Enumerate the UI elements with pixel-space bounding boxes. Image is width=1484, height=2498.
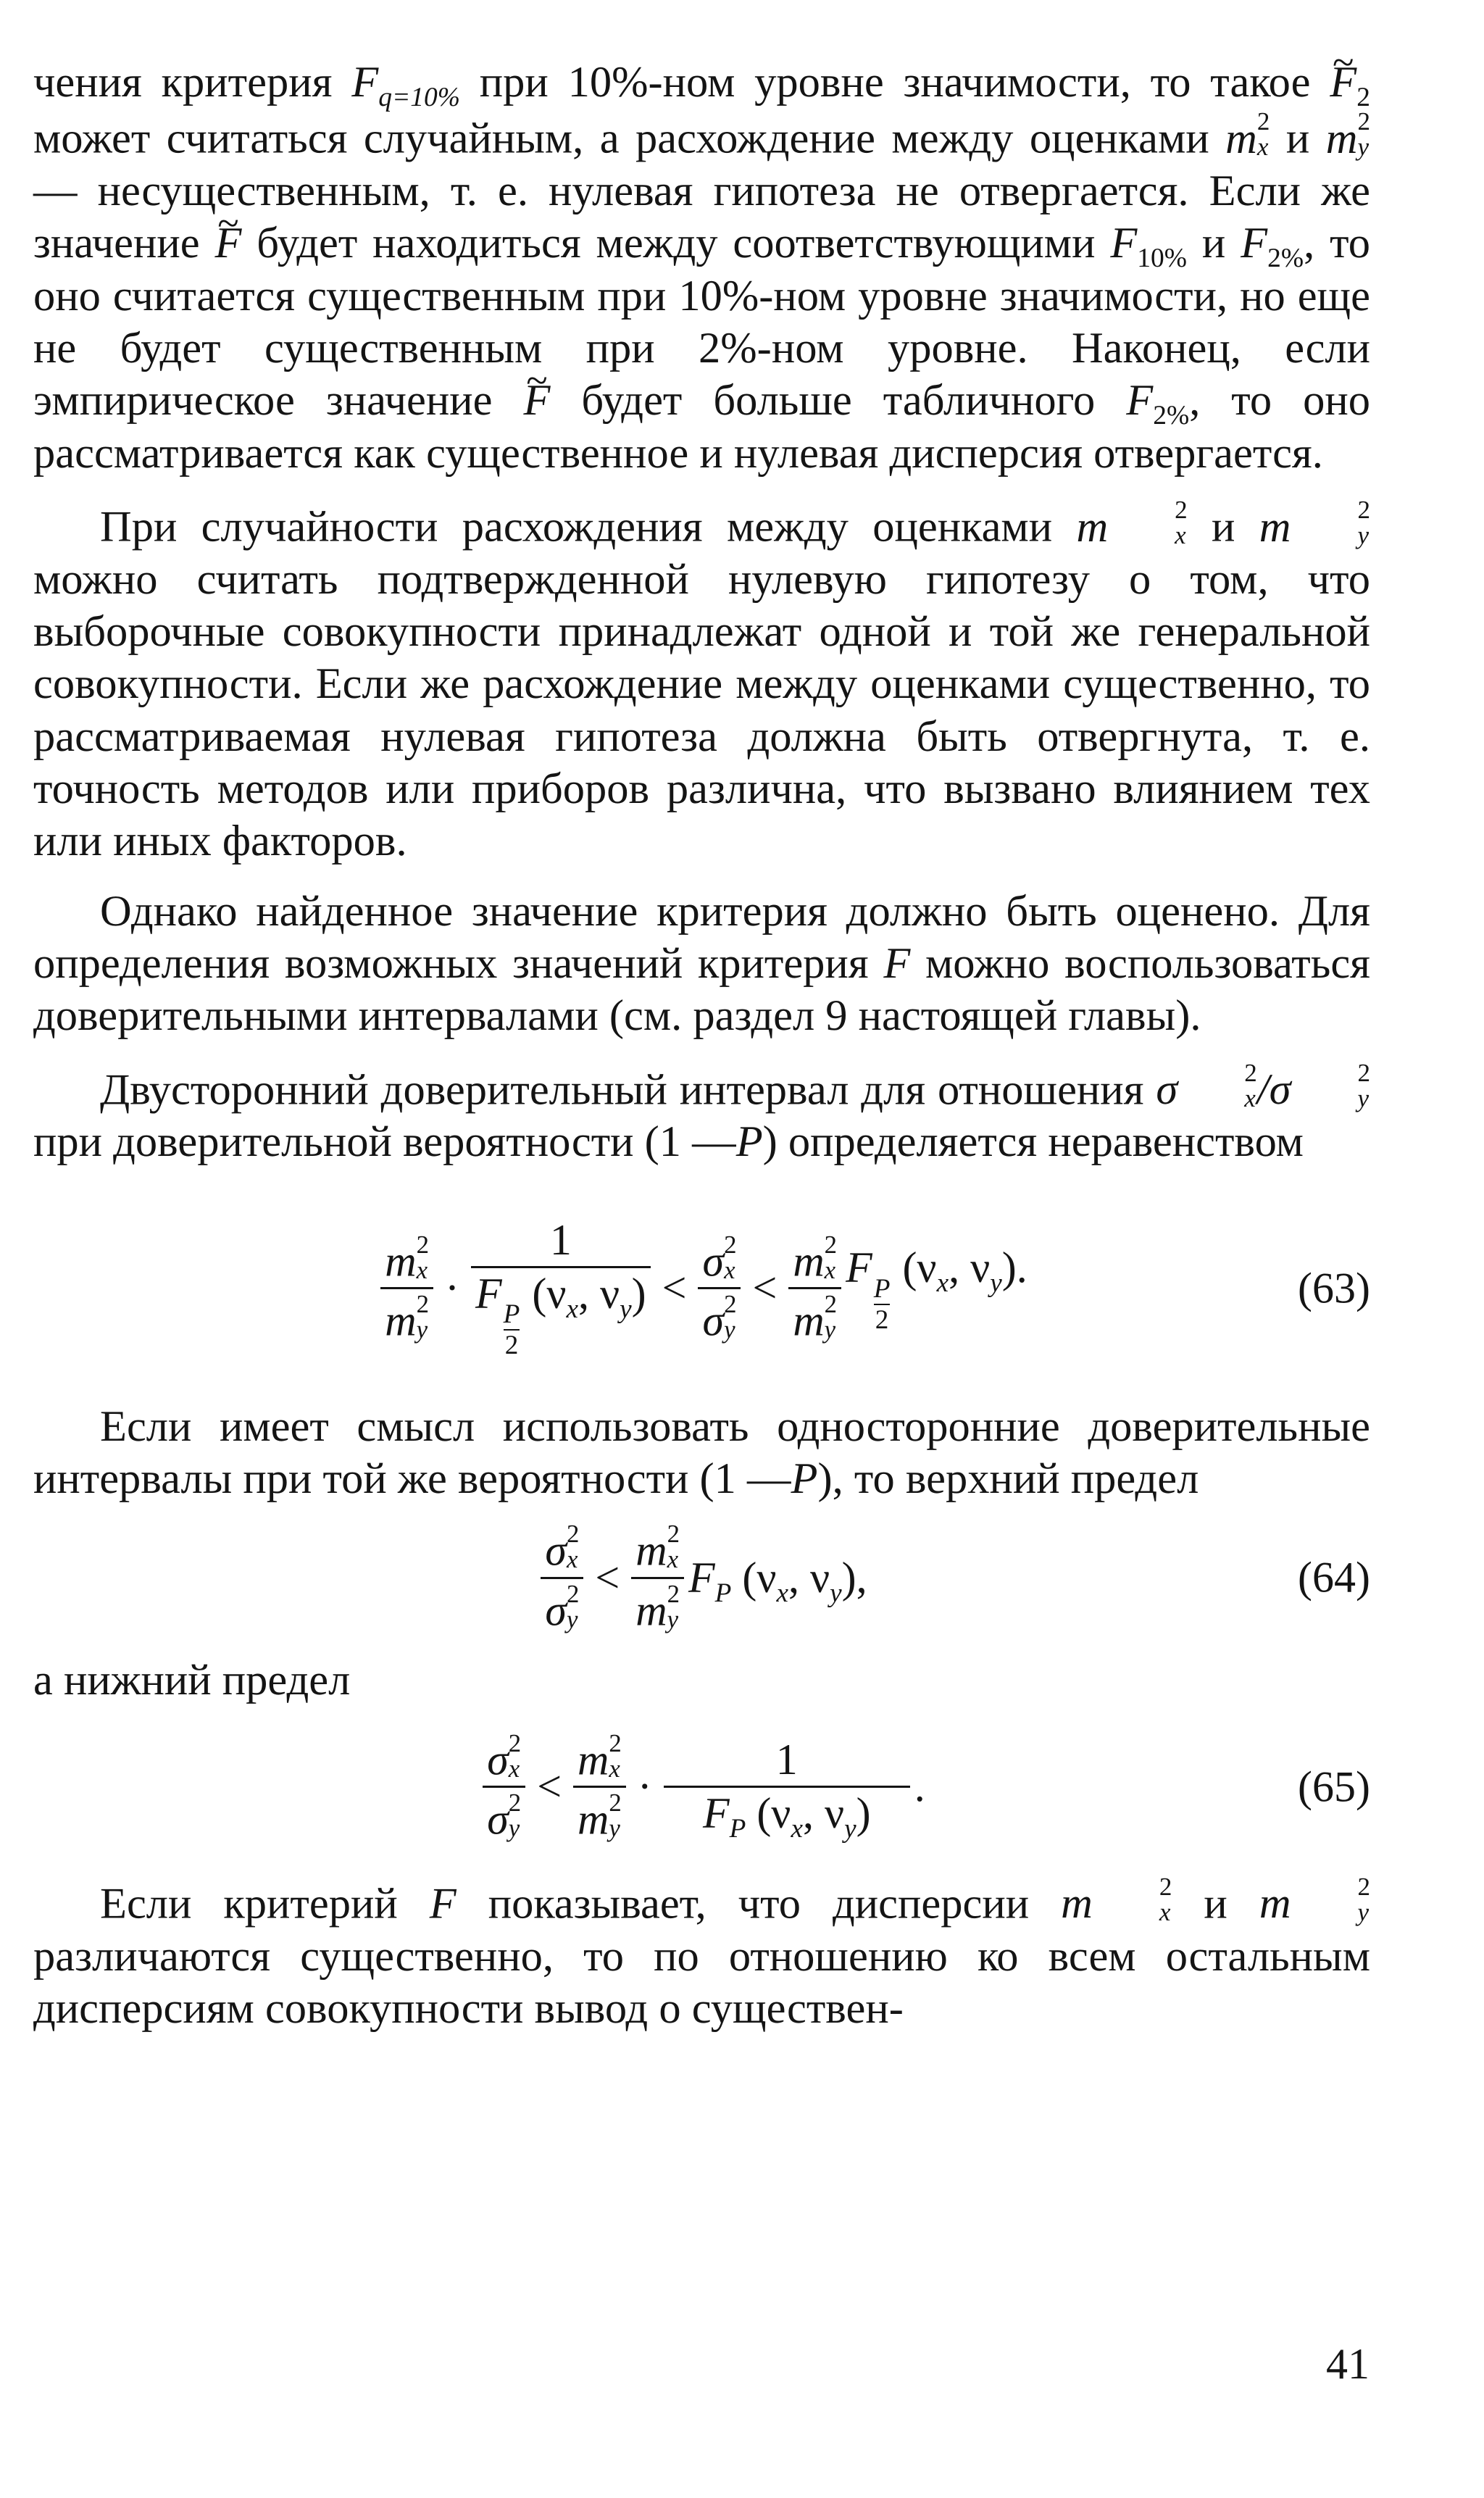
equation-number: (63) <box>1298 1264 1370 1312</box>
text: ) определяется неравенством <box>762 1117 1304 1167</box>
equation-65 <box>33 1715 1370 1860</box>
less-than: < <box>595 1553 620 1602</box>
equation-63 <box>33 1198 1370 1379</box>
symbol-my2: m 2 y <box>1325 107 1370 163</box>
symbol-mx2: m 2 x <box>1076 495 1188 551</box>
text: , то оно считается существенным при 10%-ном уровне значимости, но еще не будет существенным при 2%-ном уровне. Наконец, если эмпирическое значение <box>33 219 1370 425</box>
symbol-f-tilde: ~ F <box>523 375 550 427</box>
text: При случайности расхождения между оценками <box>100 502 1053 551</box>
equation-body <box>33 1715 1370 1860</box>
symbol-mx2: m 2 x <box>1225 107 1270 163</box>
fraction-sigma: σ 2 x σ 2 y <box>483 1731 525 1843</box>
text: ), то верхний предел <box>817 1454 1199 1504</box>
paragraph-1 <box>33 57 1370 480</box>
paragraph-6 <box>33 1654 1370 1707</box>
text: при доверительной вероятности (1 — <box>33 1117 736 1167</box>
text: будет больше табличного <box>581 376 1096 425</box>
symbol-f10: $F_{10\%}$ <box>1110 219 1188 274</box>
less-than: < <box>662 1264 687 1312</box>
fraction-m2x-m2y: m 2 x m 2 y <box>788 1233 841 1344</box>
symbol-f: F <box>883 938 911 988</box>
page-body <box>33 57 1370 2035</box>
fraction-sigma: σ 2 x σ 2 y <box>541 1522 583 1633</box>
page-number: 41 <box>1326 2340 1370 2388</box>
fraction-m2x-m2y: m 2 x m 2 y <box>631 1522 684 1633</box>
text: а нижний предел <box>33 1656 351 1705</box>
symbol-f-tilde: ~ F <box>1330 57 1356 109</box>
symbol-p: P <box>791 1454 818 1504</box>
fraction-one-over-f: $\frac{1}{F_P (\nu_x, \nu_y)}$ <box>664 1737 910 1836</box>
symbol-f: F <box>429 1879 457 1928</box>
equation-64 <box>33 1505 1370 1650</box>
text: будет находиться между соответствующими <box>257 219 1096 268</box>
text: можно воспользоваться доверительными интервалами (см. раздел 9 настоящей главы). <box>33 938 1371 1041</box>
text: различаются существенно, то по отношению ко всем остальным дисперсиям совокупности вывод о существен- <box>33 1931 1370 2033</box>
symbol-p: P <box>735 1117 763 1167</box>
text: и <box>1204 1879 1227 1928</box>
text: при 10%-ном уровне значимости, то такое <box>479 58 1311 107</box>
text: и <box>1201 219 1226 268</box>
equation-number: (64) <box>1298 1553 1370 1602</box>
text: можно считать подтвержденной нулевую гипотезу о том, что выборочные совокупности принадлежат одной и той же генеральной совокупности. Если же расхождение между оценками существенно, то рассматриваемая нулевая гипотеза должна быть отвергнута, т. е. точность методов или приборов различна, что вызвано влиянием тех или иных факторов. <box>33 554 1370 866</box>
text: может считаться случайным, а расхождение между оценками <box>33 114 1209 163</box>
text: Если имеет смысл использовать односторонние доверительные интервалы при той же вероятности (1 — <box>33 1402 1370 1504</box>
text: Однако найденное значение критерия должно быть оценено. Для определения возможных значений критерия <box>33 886 1370 988</box>
text: чения критерия <box>33 58 333 107</box>
symbol-sigma-ratio: σ 2 x /σ 2 y <box>1156 1058 1370 1115</box>
dot-operator: · <box>445 1264 459 1312</box>
f-term: $F_P$ ($\nu_x$, $\nu_y$), <box>688 1553 867 1608</box>
equation-body <box>33 1198 1370 1379</box>
equation-body <box>33 1505 1370 1650</box>
text: — несущественным, т. е. нулевая гипотеза не отвергается. Если же значение <box>33 167 1370 268</box>
equation-number: (65) <box>1298 1762 1370 1811</box>
symbol-f2p: $F_{2\%}$ <box>1126 376 1190 431</box>
less-than: < <box>752 1264 778 1312</box>
fraction-m2x-m2y: m 2 x m 2 y <box>380 1233 433 1344</box>
symbol-f2p: $F_{2\%}$ <box>1241 219 1304 274</box>
symbol-f-tilde: ~ F <box>214 217 241 270</box>
symbol-mx2: m 2 x <box>1061 1872 1172 1928</box>
paragraph-3 <box>33 886 1370 1043</box>
text: Двусторонний доверительный интервал для отношения <box>100 1065 1144 1115</box>
text: показывает, что дисперсии <box>488 1879 1030 1928</box>
text: Если критерий <box>100 1879 398 1928</box>
fraction-one-over-f: 1 F $\frac{P}{2}$ ($\nu_x$, $\nu_y$) <box>471 1217 651 1360</box>
symbol-f: $F_{q=10\%}$ <box>351 58 460 113</box>
paragraph-2 <box>33 497 1370 868</box>
period: . <box>914 1762 925 1811</box>
paragraph-4 <box>33 1060 1370 1169</box>
text: и <box>1285 114 1310 163</box>
paragraph-5 <box>33 1401 1370 1506</box>
fraction-m2x-m2y: m 2 x m 2 y <box>573 1731 626 1843</box>
text: , то оно рассматривается как существенное и нулевая дисперсия отвергается. <box>33 376 1371 478</box>
symbol-my2: m 2 y <box>1259 495 1371 551</box>
paragraph-7 <box>33 1874 1370 2035</box>
symbol-my2: m 2 y <box>1259 1872 1371 1928</box>
subscript: 2 <box>1356 83 1371 113</box>
less-than: < <box>537 1762 562 1811</box>
dot-operator: · <box>637 1762 652 1811</box>
fraction-sigma: σ 2 x σ 2 y <box>698 1233 741 1344</box>
text: и <box>1212 502 1235 551</box>
f-term: F $\frac{P}{2}$ ($\nu_x$, $\nu_y$). <box>846 1244 1027 1335</box>
